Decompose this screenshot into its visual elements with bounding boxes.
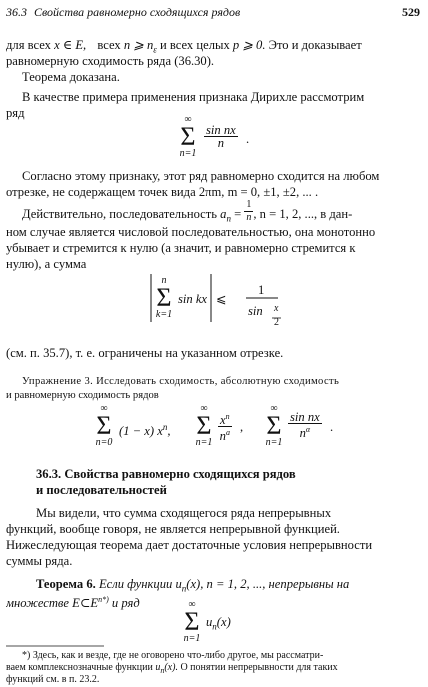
footnote-line: функций см. в п. 23.2.: [6, 674, 100, 685]
sigma-lower: n=1: [265, 437, 283, 448]
text-span: О понятии непрерывности для таких: [177, 662, 338, 673]
sigma-glyph: Σ: [196, 411, 212, 440]
exercise-line: и равномерную сходимость рядов: [6, 390, 159, 401]
math-text: (1 − x) x: [119, 424, 163, 439]
math-subscript: n: [212, 621, 217, 632]
text-line: Теорема доказана.: [22, 70, 120, 84]
math-text: n: [299, 426, 306, 441]
text-span: для всех: [6, 38, 55, 52]
punctuation: ,: [240, 420, 244, 434]
text-line: нулю), а сумма: [6, 257, 87, 271]
nested-denominator: 2: [274, 317, 279, 328]
sigma-upper: ∞: [184, 114, 192, 125]
sigma-upper: ∞: [100, 403, 108, 414]
text-line: суммы ряда.: [6, 554, 73, 568]
sigma-lower: n=1: [179, 148, 197, 159]
header-title: Свойства равномерно сходящихся рядов: [34, 5, 241, 19]
theorem-text: Если функции u: [95, 577, 182, 591]
text-span: =: [230, 207, 245, 221]
punctuation: ,: [167, 424, 171, 439]
nested-numerator: x: [274, 303, 279, 314]
footnote-marker: n*): [98, 595, 109, 604]
text-line: Мы видели, что сумма сходящегося ряда непрерывных: [36, 506, 332, 520]
fraction-denominator: sin: [248, 304, 263, 318]
math-a: a: [220, 207, 227, 221]
math-p-geq: p ⩾ 0.: [232, 38, 266, 52]
sigma-lower: n=1: [195, 437, 213, 448]
text-line: убывает и стремится к нулю (а значит, и равномерно стремится к: [6, 241, 356, 255]
text-span: ваем комплекснозначные функции: [6, 662, 156, 673]
theorem-text: и ряд: [108, 596, 140, 611]
punctuation: .: [330, 420, 334, 434]
text-span: всех: [97, 38, 124, 52]
sigma-upper: ∞: [200, 403, 208, 414]
math-subscript: n: [181, 583, 187, 594]
math-text: (x).: [164, 662, 178, 673]
math-superscript: n: [162, 422, 168, 432]
math-text: (x): [216, 615, 231, 629]
fraction-numerator: 1: [246, 198, 252, 210]
text-line: функций, вообще говоря, не является непрерывной функцией.: [6, 522, 340, 536]
math-text: u: [206, 615, 213, 629]
sigma-glyph: Σ: [96, 411, 112, 440]
sigma-upper: n: [161, 275, 167, 286]
sigma-glyph: Σ: [156, 283, 172, 312]
text-span: , n = 1, 2, ..., в дан-: [253, 207, 353, 221]
fraction-numerator: 1: [258, 283, 265, 297]
theorem-text: множестве E⊂E: [6, 596, 99, 611]
punctuation: .: [246, 132, 250, 146]
exercise-line: Упражнение 3. Исследовать сходимость, абсолютную сходимость: [22, 376, 340, 387]
math-leq: ⩽: [216, 292, 227, 306]
section-heading: и последовательностей: [36, 483, 167, 497]
sigma-glyph: Σ: [184, 607, 200, 636]
math-text: n: [219, 429, 226, 444]
theorem-text: (x), n = 1, 2, ..., непрерывны на: [186, 577, 350, 591]
fraction-numerator: sin nx: [206, 123, 236, 137]
fraction-numerator: sin nx: [290, 410, 320, 424]
math-subscript: n: [226, 213, 231, 224]
math-superscript: n: [225, 412, 230, 421]
text-span: Действительно, последовательность: [22, 207, 221, 221]
page-number: 529: [402, 5, 420, 19]
sigma-lower: k=1: [155, 309, 173, 320]
text-span: Это и доказывает: [265, 38, 362, 52]
sigma-glyph: Σ: [266, 411, 282, 440]
math-n-geq: n ⩾ n: [123, 38, 154, 52]
math-superscript: a: [225, 428, 230, 438]
text-span: и всех целых: [156, 38, 233, 52]
math-subscript: ε: [153, 44, 157, 55]
text-line: отрезке, не содержащем точек вида 2πm, m = 0, ±1, ±2, ... .: [6, 185, 319, 199]
header-section-number: 36.3: [6, 5, 27, 19]
text-line: равномерную сходимость ряда (36.30).: [6, 54, 215, 68]
theorem-label: Теорема 6.: [36, 577, 96, 591]
text-line: ряд: [6, 106, 25, 120]
sigma-lower: n=0: [95, 437, 113, 448]
sigma-upper: ∞: [188, 599, 196, 610]
text-line: Нижеследующая теорема дает достаточные условия непрерывности: [6, 538, 373, 552]
text-line: (см. п. 35.7), т. е. ограничены на указанном отрезке.: [6, 346, 284, 360]
text-line: Согласно этому признаку, этот ряд равномерно сходится на любом: [22, 169, 380, 183]
fraction-denominator: n: [246, 211, 252, 223]
text-line: ном случае является числовой последовательностью, она монотонно: [6, 225, 376, 239]
math-term: sin kx: [178, 292, 208, 306]
section-heading: 36.3. Свойства равномерно сходящихся рядов: [36, 467, 296, 481]
math-superscript: α: [305, 425, 311, 434]
sigma-upper: ∞: [270, 403, 278, 414]
math-text: x: [220, 413, 226, 428]
math-subscript: n: [160, 666, 165, 675]
footnote-line: *) Здесь, как и везде, где не оговорено что-либо другое, мы рассматри-: [22, 650, 324, 661]
sigma-glyph: Σ: [180, 122, 196, 151]
math-x-in-E: x ∈ E,: [54, 38, 87, 52]
fraction-denominator: n: [217, 136, 225, 150]
math-text: u: [155, 662, 161, 673]
text-line: В качестве примера применения признака Дирихле рассмотрим: [22, 90, 365, 104]
sigma-lower: n=1: [183, 633, 201, 644]
